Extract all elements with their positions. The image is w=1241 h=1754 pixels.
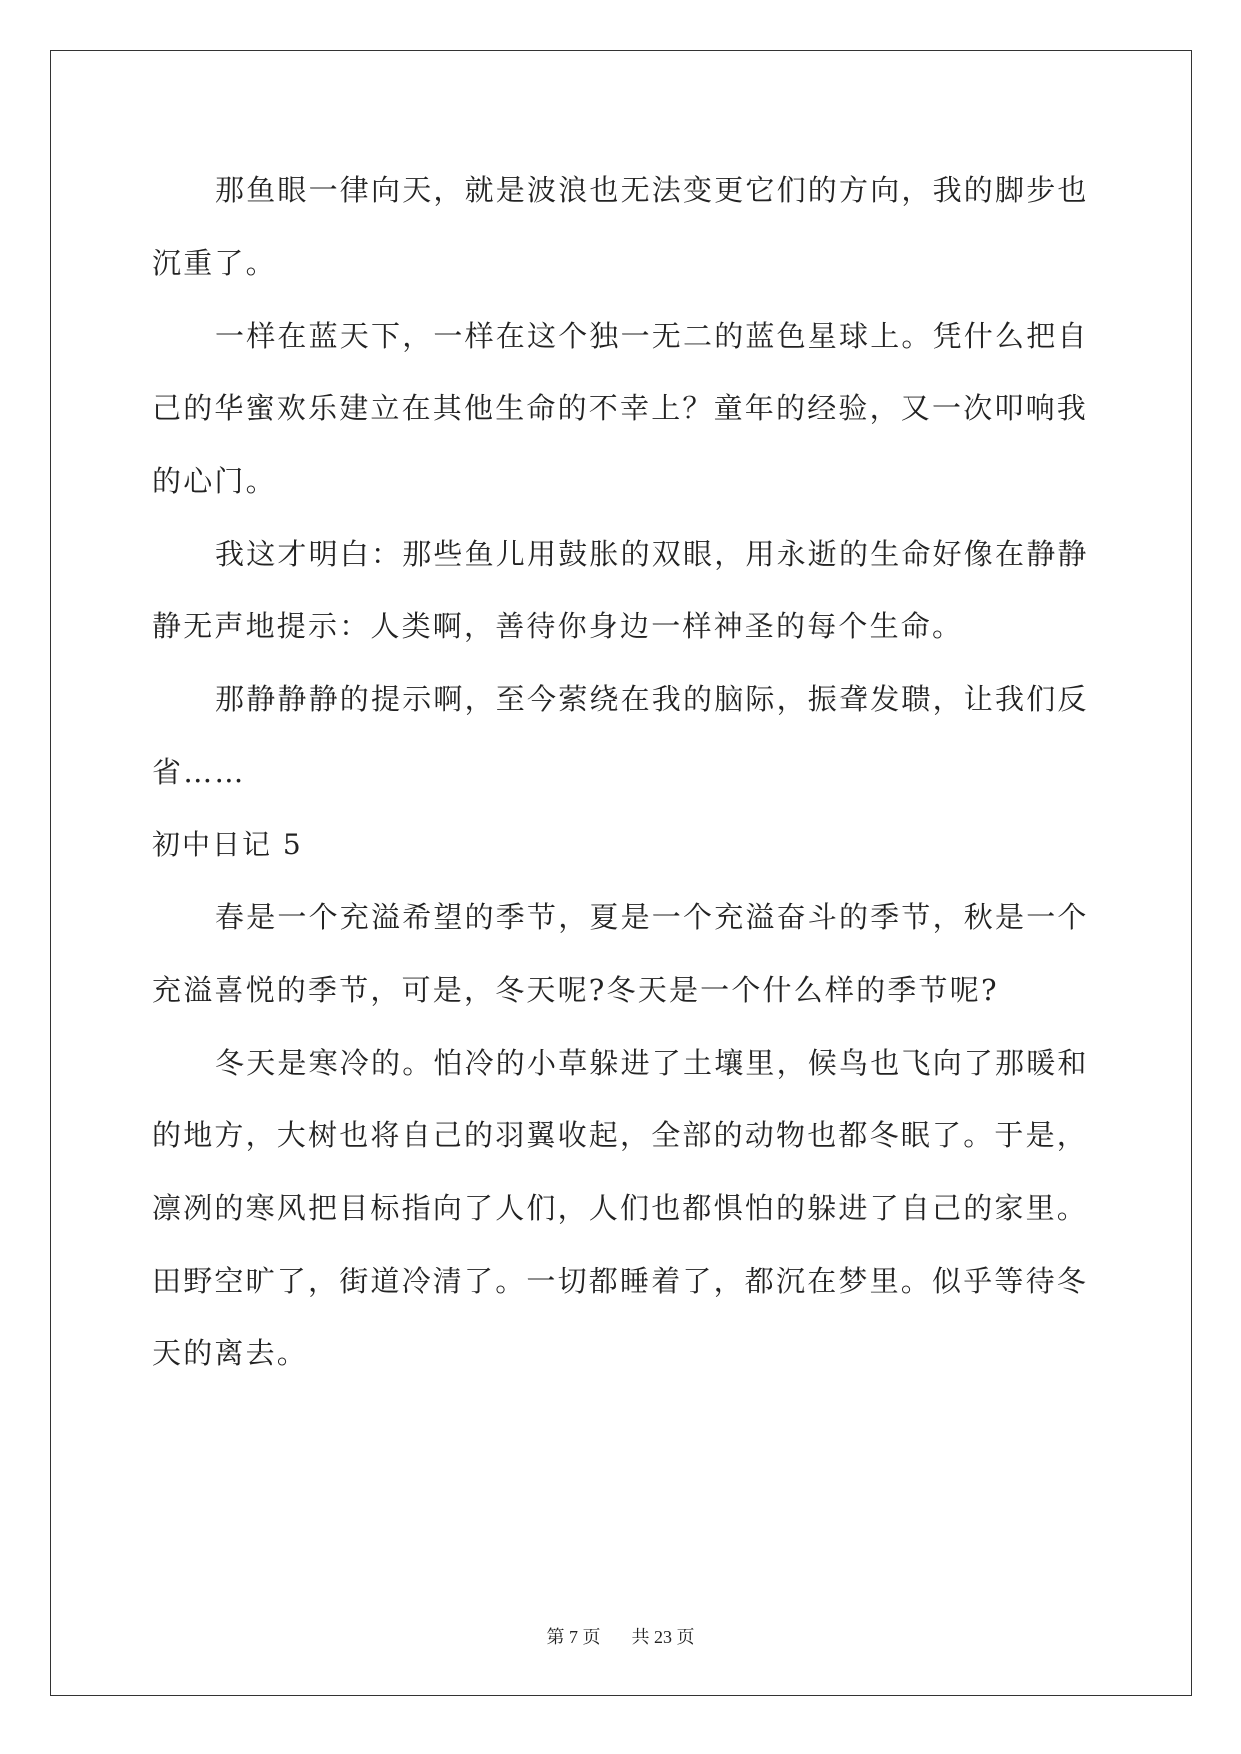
paragraph-line: 省…… [152, 755, 246, 789]
page-total: 共 23 页 [631, 1627, 695, 1647]
paragraph-line: 沉重了。 [152, 246, 277, 280]
paragraph-line: 天的离去。 [152, 1336, 309, 1370]
page-number: 第 7 页 [546, 1627, 601, 1647]
section-heading: 初中日记 5 [152, 828, 303, 861]
paragraph-line: 我这才明白：那些鱼儿用鼓胀的双眼，用永逝的生命好像在静静 [215, 537, 1089, 571]
paragraph-line: 春是一个充溢希望的季节，夏是一个充溢奋斗的季节，秋是一个 [215, 900, 1089, 934]
paragraph-line: 冬天是寒冷的。怕冷的小草躲进了土壤里，候鸟也飞向了那暖和 [215, 1046, 1089, 1080]
page-footer [0, 1625, 1241, 1649]
paragraph-line: 的地方，大树也将自己的羽翼收起，全部的动物也都冬眠了。于是， [152, 1118, 1089, 1152]
paragraph-line: 田野空旷了，街道冷清了。一切都睡着了，都沉在梦里。似乎等待冬 [152, 1264, 1089, 1298]
paragraph-line: 静无声地提示：人类啊，善待你身边一样神圣的每个生命。 [152, 609, 964, 643]
paragraph-line: 充溢喜悦的季节，可是，冬天呢?冬天是一个什么样的季节呢? [152, 973, 999, 1007]
paragraph-line: 己的华蜜欢乐建立在其他生命的不幸上？童年的经验，又一次叩响我 [152, 391, 1089, 425]
paragraph-line: 凛冽的寒风把目标指向了人们，人们也都惧怕的躲进了自己的家里。 [152, 1191, 1089, 1225]
page-border [50, 50, 1192, 1696]
paragraph-line: 那鱼眼一律向天，就是波浪也无法变更它们的方向，我的脚步也 [215, 173, 1089, 207]
paragraph-line: 那静静静的提示啊，至今萦绕在我的脑际，振聋发聩，让我们反 [215, 682, 1089, 716]
paragraph-line: 一样在蓝天下，一样在这个独一无二的蓝色星球上。凭什么把自 [215, 319, 1089, 353]
paragraph-line: 的心门。 [152, 464, 277, 498]
